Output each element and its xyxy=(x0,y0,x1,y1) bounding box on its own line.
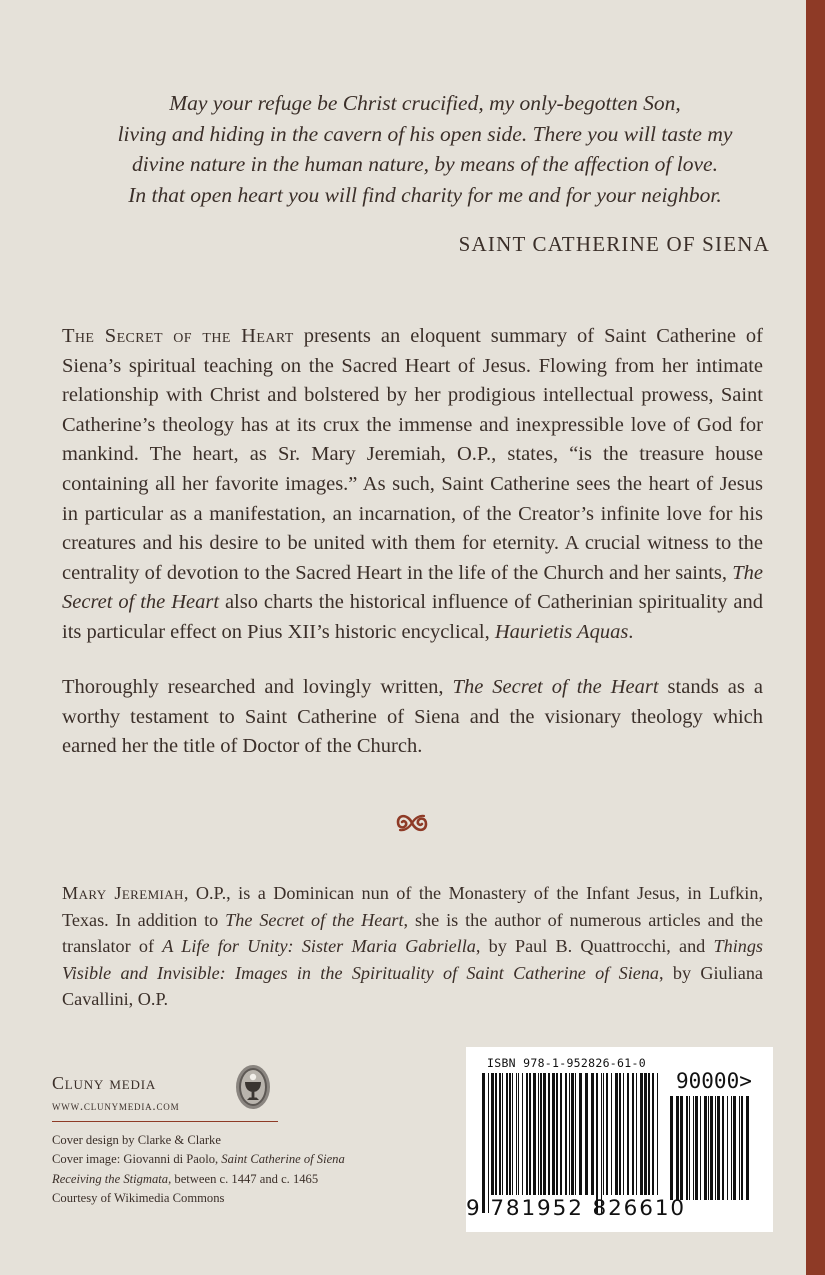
book-title-italic: Things Visible and Invisible: Images in the Spirituality of Saint Catherine of Siena xyxy=(62,936,764,983)
barcode-bar xyxy=(502,1073,503,1195)
barcode-bar xyxy=(596,1073,598,1213)
author-bio xyxy=(62,880,763,1013)
barcode-digits: 9 781952 826610 xyxy=(466,1196,686,1221)
barcode-bar xyxy=(518,1073,519,1195)
book-title-italic: The Secret of the Heart xyxy=(452,676,659,698)
barcode-bar xyxy=(548,1073,550,1195)
barcode-bar xyxy=(516,1073,517,1195)
barcode-bar xyxy=(710,1096,713,1200)
bio-text: , by Giuliana Cavallini, O.P. xyxy=(62,962,763,1009)
description-text: presents an eloquent summary of Saint Catherine of Siena’s spiritual teaching on the Sacred Heart of Jesus. Flowing from her intimate relationship with Christ and bolstered by her prodigious intellectual prowess, Saint Catherine’s theology has at its crux the immense and inexpressible love of God for mankind. The heart, as Sr. Mary Jeremiah, O.P., states, “is the treasure house containing all her favorite images.” As such, Saint Catherine sees the heart of Jesus in particular as a manifestation, an incarnation, of the Creator’s infinite love for his creatures and his desire to be united with them for eternity. A crucial witness to the centrality of devotion to the Sacred Heart in the life of the Church and her saints, xyxy=(62,325,763,584)
barcode-bar xyxy=(591,1073,594,1195)
barcode-bar xyxy=(700,1096,701,1200)
epigraph-line: living and hiding in the cavern of his open side. There you will taste my xyxy=(117,121,733,146)
barcode-bar xyxy=(704,1096,707,1200)
description-paragraph-2 xyxy=(62,673,763,762)
barcode-bar xyxy=(731,1096,732,1200)
description-text: also charts the historical influence of Catherinian spirituality and its particular effect on Pius XII’s historic encyclical, xyxy=(62,591,763,643)
publisher-rule xyxy=(52,1121,278,1122)
barcode-bar xyxy=(644,1073,647,1195)
encyclical-title: Haurietis Aquas xyxy=(494,620,629,643)
barcode-bar xyxy=(739,1096,740,1200)
barcode-bar xyxy=(603,1073,604,1195)
description-paragraph-1 xyxy=(62,322,763,648)
barcode-bar xyxy=(715,1096,716,1200)
epigraph-quote xyxy=(60,88,790,210)
publisher-website: www.clunymedia.com xyxy=(52,1098,180,1113)
barcode-bar xyxy=(636,1073,637,1195)
painting-title: Receiving the Stigmata xyxy=(52,1171,169,1186)
design-credit: Cover design by Clarke & Clarke xyxy=(52,1133,221,1147)
barcode-bar xyxy=(676,1096,679,1200)
barcode-bar xyxy=(506,1073,508,1195)
barcode-bar xyxy=(708,1096,709,1200)
courtesy-credit: Courtesy of Wikimedia Commons xyxy=(52,1190,225,1205)
barcode-bar xyxy=(670,1096,673,1200)
barcode-bar xyxy=(585,1073,588,1195)
chalice-seal-icon xyxy=(233,1063,273,1111)
barcode-bar xyxy=(640,1073,643,1195)
isbn-barcode xyxy=(482,1073,662,1213)
barcode-bar xyxy=(565,1073,567,1195)
barcode-bar xyxy=(529,1073,531,1195)
barcode-bar xyxy=(680,1096,683,1200)
barcode-bar xyxy=(733,1096,736,1200)
spine-band xyxy=(806,0,825,1275)
barcode-bar xyxy=(652,1073,654,1195)
barcode-bar xyxy=(611,1073,612,1195)
barcode-bar xyxy=(575,1073,576,1195)
barcode-bar xyxy=(571,1073,574,1195)
cover-credits xyxy=(52,1131,392,1208)
barcode-bar xyxy=(727,1096,728,1200)
barcode-bar xyxy=(722,1096,724,1200)
epigraph-attribution: SAINT CATHERINE OF SIENA xyxy=(458,232,770,256)
barcode-bar xyxy=(560,1073,562,1195)
barcode-bar xyxy=(606,1073,608,1195)
barcode-bar xyxy=(579,1073,582,1195)
barcode-bar xyxy=(482,1073,485,1213)
barcode-bar xyxy=(543,1073,546,1195)
barcode-bar xyxy=(488,1073,489,1213)
barcode-bar xyxy=(569,1073,570,1195)
barcode-bar xyxy=(746,1096,749,1200)
barcode-bar xyxy=(741,1096,743,1200)
publisher-name: Cluny media xyxy=(52,1073,157,1093)
painting-title: Saint Catherine of Siena xyxy=(221,1152,345,1167)
book-title-italic: The Secret of the Heart xyxy=(225,909,404,930)
description-text: stands as a worthy testament to Saint Catherine of Siena and the visionary theology which earned her the title of Doctor of the Church. xyxy=(62,676,763,758)
barcode-bar xyxy=(522,1073,523,1195)
epigraph-line: divine nature in the human nature, by means of the affection of love. xyxy=(132,152,718,176)
barcode-bar xyxy=(689,1096,690,1200)
isbn-label: ISBN 978-1-952826-61-0 xyxy=(487,1056,646,1070)
fleuron-ornament-icon xyxy=(392,808,432,838)
barcode-bar xyxy=(615,1073,618,1195)
barcode-bar xyxy=(717,1096,720,1200)
image-credit-prefix: Cover image: Giovanni di Paolo, xyxy=(52,1152,222,1167)
barcode-bar xyxy=(509,1073,511,1195)
price-code: 90000> xyxy=(676,1069,752,1093)
barcode-bar xyxy=(526,1073,528,1195)
barcode-bar xyxy=(648,1073,650,1195)
barcode-bar xyxy=(499,1073,501,1195)
book-title-smallcaps: The Secret of the Heart xyxy=(62,325,294,347)
barcode-bar xyxy=(495,1073,497,1195)
barcode-bar xyxy=(693,1096,694,1200)
barcode-bar xyxy=(538,1073,539,1195)
bio-text: , O.P., is a Dominican nun of the Monastery of the Infant Jesus, in Lufkin, Texas. In addition to xyxy=(62,883,763,930)
description-text: . xyxy=(628,620,634,643)
barcode-bar xyxy=(695,1096,698,1200)
barcode-bar xyxy=(552,1073,555,1195)
book-title-italic: A Life for Unity: Sister Maria Gabriella xyxy=(162,936,476,956)
epigraph-line: May your refuge be Christ crucified, my only-begotten Son, xyxy=(169,91,681,115)
epigraph-line: In that open heart you will find charity for me and for your neighbor. xyxy=(128,182,722,207)
barcode-bar xyxy=(556,1073,558,1195)
painting-dates: , between c. 1447 and c. 1465 xyxy=(168,1171,319,1186)
barcode-bar xyxy=(491,1073,494,1195)
barcode-bar xyxy=(512,1073,513,1195)
barcode-bar xyxy=(657,1073,658,1195)
image-credit-line-2 xyxy=(52,1170,392,1189)
book-title-italic: The Secret of the Heart xyxy=(62,561,763,614)
barcode-bar xyxy=(540,1073,542,1195)
bio-text: , she is the author of numerous articles and the translator of xyxy=(62,909,763,956)
barcode-bar xyxy=(627,1073,629,1195)
barcode-bar xyxy=(623,1073,624,1195)
image-credit xyxy=(52,1150,392,1169)
barcode-bar xyxy=(601,1073,602,1213)
barcode-bar xyxy=(619,1073,621,1195)
barcode-bar xyxy=(533,1073,536,1195)
description-text: Thoroughly researched and lovingly written, xyxy=(62,676,453,698)
author-name: Mary Jeremiah xyxy=(62,883,184,903)
bio-text: , by Paul B. Quattrocchi, and xyxy=(475,936,714,956)
barcode-bar xyxy=(632,1073,634,1195)
barcode-bar xyxy=(686,1096,688,1200)
